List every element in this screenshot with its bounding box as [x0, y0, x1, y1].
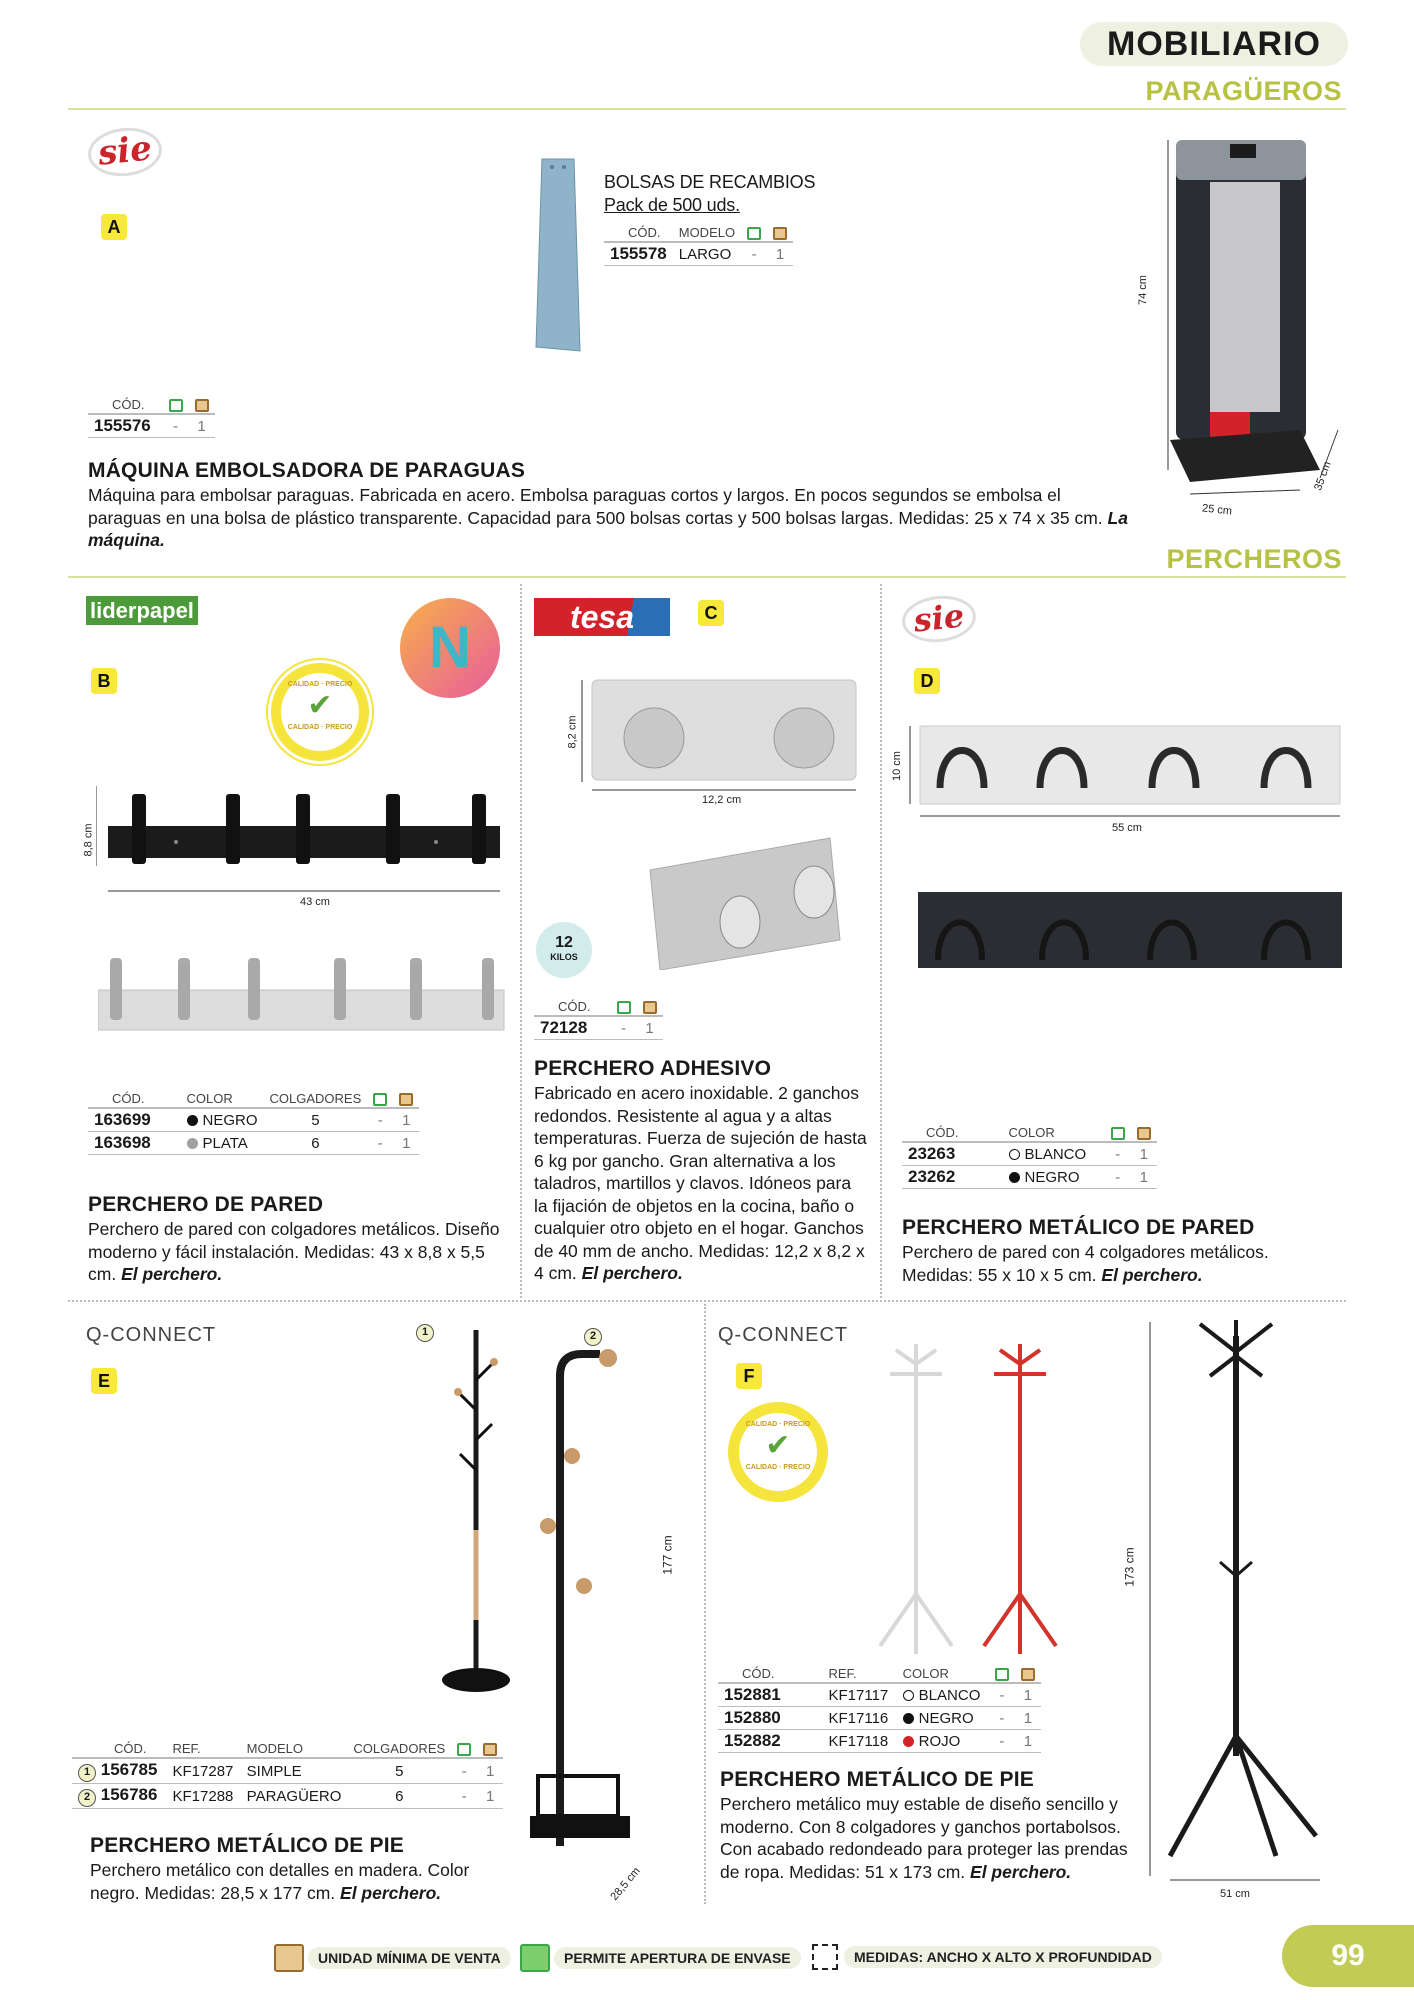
box-icon [643, 1001, 657, 1014]
tesa-logo: tesa [534, 598, 670, 636]
badge-d: D [914, 668, 940, 694]
color-dot-black [1009, 1172, 1020, 1183]
sie-logo: sie [900, 592, 978, 645]
legend-min-unit: UNIDAD MÍNIMA DE VENTA [274, 1944, 511, 1972]
q-connect-logo: Q-CONNECT [86, 1324, 217, 1346]
coat-stand-black-image [1140, 1316, 1340, 1886]
divider [880, 584, 882, 1298]
check-icon: ✔ [765, 1429, 791, 1462]
wall-hanger-black-image [96, 786, 506, 906]
product-a-table: CÓD. 155576 - 1 [88, 396, 215, 438]
product-f-title: PERCHERO METÁLICO DE PIE [720, 1768, 1034, 1791]
color-dot-black [187, 1115, 198, 1126]
product-b-title: PERCHERO DE PARED [88, 1193, 324, 1216]
q-connect-logo: Q-CONNECT [718, 1324, 849, 1346]
coat-stand-umbrella-image [524, 1346, 644, 1866]
wall-hanger-silver-image [98, 950, 508, 1040]
product-b-description: Perchero de pared con colgadores metálicos. Diseño moderno y fácil instalación. Medidas: 43 x 8,8 x 5,5 cm. El perchero. [88, 1219, 500, 1284]
product-e-table: CÓD. REF. MODELO COLGADORES 1 156785 KF17287 SIMPLE 5 - 1 2 156786 KF17288 PARAGÜERO 6 - 1 [72, 1740, 503, 1809]
color-dot-white [1009, 1149, 1020, 1160]
dim-e-depth: 28,5 cm [608, 1865, 643, 1903]
color-dot-red [903, 1736, 914, 1747]
box-icon [195, 399, 209, 412]
badge-a: A [101, 214, 127, 240]
section-title-percheros: PERCHEROS [1166, 544, 1342, 574]
product-c-table: CÓD. 72128 - 1 [534, 998, 663, 1040]
dim-f-height: 173 cm [1122, 1547, 1137, 1587]
product-f-description: Perchero metálico muy estable de diseño sencillo y moderno. Con 8 colgadores y ganchos portabolsos. Con acabado redondeado para proteger las prendas de ropa. Medidas: 51 x 173 cm. El perchero. [720, 1794, 1128, 1882]
dim-b-height: 8,8 cm [82, 823, 95, 857]
quality-price-seal: CALIDAD · PRECIO ✔ CALIDAD · PRECIO [728, 1402, 828, 1502]
open-pack-icon [169, 399, 183, 412]
product-f-table: CÓD. REF. COLOR 152881 KF17117 BLANCO - 1 152880 KF17116 NEGRO - 1 152882 KF17118 ROJO - 1 [718, 1665, 1041, 1753]
badge-e: E [91, 1368, 117, 1394]
open-pack-icon [617, 1001, 631, 1014]
section-rule [68, 108, 1346, 110]
section-title-paragueros: PARAGÜEROS [1145, 76, 1342, 106]
sie-logo: sie [86, 124, 165, 179]
product-e-title: PERCHERO METÁLICO DE PIE [90, 1834, 404, 1857]
dim-a-height: 74 cm [1136, 275, 1149, 305]
open-pack-icon [373, 1093, 387, 1106]
open-pack-icon [747, 227, 761, 240]
liderpapel-logo: liderpapel [86, 598, 198, 624]
wall-hanger-dark-image [918, 892, 1344, 972]
dim-b-width: 43 cm [300, 896, 330, 908]
divider [520, 584, 522, 1298]
color-dot-white [903, 1690, 914, 1701]
open-pack-icon [1111, 1127, 1125, 1140]
badge-c: C [698, 600, 724, 626]
legend-open-pack: PERMITE APERTURA DE ENVASE [520, 1944, 801, 1972]
quality-price-seal: CALIDAD · PRECIO ✔ CALIDAD · PRECIO [268, 660, 372, 764]
dim-d-width: 55 cm [1112, 822, 1142, 834]
adhesive-hanger-angle-image [640, 830, 860, 970]
marker-2: 2 [584, 1328, 602, 1346]
box-icon [399, 1093, 413, 1106]
page-number: 99 [1282, 1925, 1414, 1987]
category-title: MOBILIARIO [1080, 22, 1348, 66]
coat-stand-white-red-image [870, 1334, 1070, 1664]
product-d-description: Perchero de pared con 4 colgadores metálicos. Medidas: 55 x 10 x 5 cm. El perchero. [902, 1242, 1269, 1285]
adhesive-hanger-front-image [574, 676, 864, 796]
refill-title: BOLSAS DE RECAMBIOS [604, 172, 816, 192]
new-badge: N [400, 598, 500, 698]
box-icon [773, 227, 787, 240]
product-a-description: Máquina para embolsar paraguas. Fabricada en acero. Embolsa paraguas cortos y largos. En pocos segundos se embolsa el paraguas en una bolsa de plástico transparente. Capacidad para 500 bolsas cortas y 500 bolsas largas. Medidas: 25 x 74 x 35 cm. La máquina. [88, 485, 1128, 550]
legend-dimensions: MEDIDAS: ANCHO X ALTO X PROFUNDIDAD [812, 1944, 1162, 1970]
product-d-table: CÓD. COLOR 23263 BLANCO - 1 23262 NEGRO - 1 [902, 1124, 1157, 1189]
product-e-description: Perchero metálico con detalles en madera. Color negro. Medidas: 28,5 x 177 cm. El perchero. [90, 1860, 470, 1903]
refill-bag-image [528, 155, 588, 355]
dim-c-height: 8,2 cm [566, 715, 579, 749]
refill-table: CÓD. MODELO 155578 LARGO - 1 [604, 224, 793, 266]
dim-a-width: 25 cm [1201, 502, 1233, 518]
color-dot-silver [187, 1138, 198, 1149]
wall-hanger-white-image [902, 718, 1342, 828]
product-a-title: MÁQUINA EMBOLSADORA DE PARAGUAS [88, 459, 526, 482]
color-dot-black [903, 1713, 914, 1724]
product-c-title: PERCHERO ADHESIVO [534, 1057, 772, 1080]
dim-c-width: 12,2 cm [702, 794, 742, 806]
dim-a-depth: 35 cm [1312, 459, 1334, 493]
badge-b: B [91, 668, 117, 694]
open-pack-icon [520, 1944, 550, 1972]
box-icon [1021, 1668, 1035, 1681]
box-icon [274, 1944, 304, 1972]
product-d-title: PERCHERO METÁLICO DE PARED [902, 1216, 1255, 1239]
badge-f: F [736, 1363, 762, 1389]
dim-d-height: 10 cm [890, 751, 903, 781]
box-icon [1137, 1127, 1151, 1140]
open-pack-icon [457, 1743, 471, 1756]
coat-stand-simple-image [430, 1320, 520, 1700]
marker-1: 1 [416, 1324, 434, 1342]
divider [704, 1304, 706, 1904]
section-rule [68, 576, 1346, 578]
dim-e-height: 177 cm [660, 1535, 675, 1575]
product-b-table: CÓD. COLOR COLGADORES 163699 NEGRO 5 - 1 163698 PLATA 6 - 1 [88, 1090, 419, 1155]
dimensions-icon [812, 1944, 838, 1970]
product-c-description: Fabricado en acero inoxidable. 2 ganchos redondos. Resistente al agua y a altas temperaturas. Fuerza de sujeción de hasta 6 kg por gancho. Gran alternativa a los taladros, martillos y clavos. Idóneos para la fijación de objetos en la cocina, baño o cualquier otro objeto en el hogar. Ganchos de 40 mm de ancho. Medidas: 12,2 x 8,2 x 4 cm. El perchero. [534, 1083, 867, 1283]
box-icon [483, 1743, 497, 1756]
open-pack-icon [995, 1668, 1009, 1681]
divider [68, 1300, 1346, 1302]
weight-capacity-badge: 12 KILOS [536, 922, 592, 978]
umbrella-wrapper-machine-image [1150, 130, 1340, 520]
dim-f-width: 51 cm [1220, 1888, 1250, 1900]
check-icon: ✔ [307, 689, 333, 722]
refill-subtitle: Pack de 500 uds. [604, 195, 740, 215]
